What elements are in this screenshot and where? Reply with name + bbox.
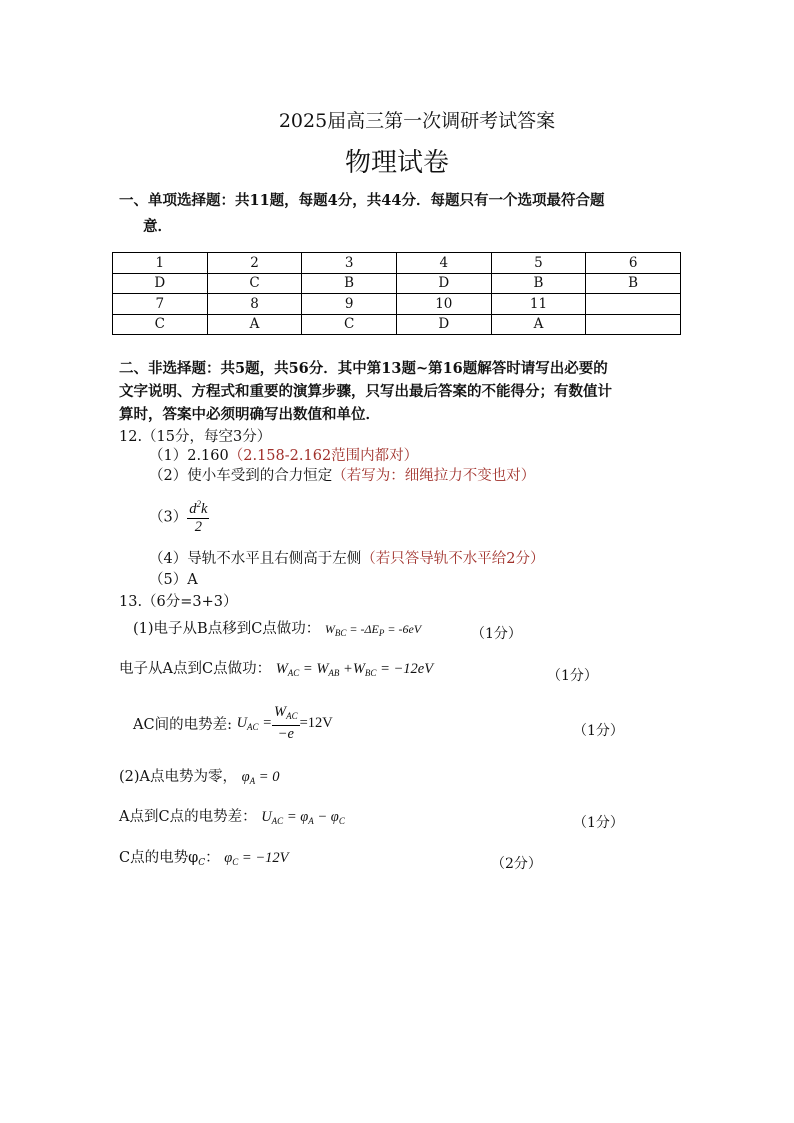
q13-line-2 <box>119 657 433 678</box>
section2-heading-line3: 算时，答案中必须明确写出数值和单位． <box>119 406 380 423</box>
q12-answer-5: （5）A <box>149 572 198 588</box>
q13-line-2-text: 电子从A点到C点做功： <box>119 661 272 677</box>
fraction-numerator: d <box>189 501 197 517</box>
fraction-numerator-tail: k <box>200 501 208 517</box>
fraction-denominator: 2 <box>194 519 202 535</box>
table-cell: 8 <box>207 294 302 315</box>
q12-answer-4-note: （若只答导轨不水平给2分） <box>361 551 545 567</box>
formula-symbol: U <box>236 715 248 731</box>
q12-answer-2-note: （若写为：细绳拉力不变也对） <box>332 468 536 484</box>
q12-header: 12.（15分，每空3分） <box>119 429 272 445</box>
table-cell: D <box>113 273 208 294</box>
q12-answer-3-text: （3） <box>149 509 188 526</box>
q13-line-4-formula: $\varphi_A = 0$ <box>241 769 280 786</box>
table-cell: A <box>207 314 302 335</box>
q13-line-5 <box>119 805 345 826</box>
q12-answer-4-text: （4）导轨不水平且右侧高于左侧 <box>149 551 362 567</box>
q13-line-3 <box>133 704 333 743</box>
q13-line-4-text: (2)A点电势为零， <box>119 769 238 785</box>
table-cell: D <box>396 314 491 335</box>
table-cell: 4 <box>396 253 491 274</box>
q13-line-3-lhs: $U_{AC}$ = <box>236 715 272 732</box>
subject-title: 物理试卷 <box>344 148 449 178</box>
q13-line-6-formula: $\varphi_C = -12V$ <box>224 850 289 867</box>
q13-line-2-formula: $W_{AC} = W_{AB} +W_{BC} = -12eV$ <box>275 661 434 678</box>
q12-answer-4 <box>149 547 544 568</box>
fraction-denominator: −e <box>277 726 294 742</box>
table-row <box>113 294 681 315</box>
answer-table <box>112 252 681 335</box>
table-cell <box>586 314 681 335</box>
q12-answer-1-note: （2.158-2.162范围内都对） <box>228 448 419 464</box>
q13-line-3-rhs: =12V <box>299 715 333 731</box>
table-cell: 6 <box>586 253 681 274</box>
formula-subscript: BC <box>334 628 347 638</box>
table-row <box>113 273 681 294</box>
q13-line-1-text: (1)电子从B点移到C点做功： <box>133 621 321 637</box>
table-cell: C <box>302 314 397 335</box>
q12-answer-2-text: （2）使小车受到的合力恒定 <box>149 468 333 484</box>
q13-line-6-text: C点的电势φ <box>119 850 199 866</box>
q12-answer-2 <box>149 464 535 485</box>
q13-line-3-score: （1分） <box>573 723 624 739</box>
q13-line-4 <box>119 765 279 786</box>
q13-line-6 <box>119 846 288 868</box>
section1-heading-cont: 意． <box>143 218 172 235</box>
q13-line-6-score: （2分） <box>491 856 542 872</box>
formula-symbol: W <box>324 622 335 636</box>
q13-line-5-score: （1分） <box>573 815 624 831</box>
formula-subscript: P <box>378 628 385 638</box>
page-title: 2025届高三第一次调研考试答案 <box>278 110 556 132</box>
section1-heading: 一、单项选择题：共11题，每题4分，共44分．每题只有一个选项最符合题 <box>119 192 605 209</box>
q13-line-6-subscript: C <box>198 858 206 868</box>
table-cell: C <box>207 273 302 294</box>
fraction-numerator: W <box>273 704 287 720</box>
formula-subscript: AC <box>247 722 259 732</box>
table-cell: C <box>113 314 208 335</box>
table-row <box>113 253 681 274</box>
table-cell: 2 <box>207 253 302 274</box>
q13-line-5-formula: $U_{AC} = \varphi_A - \varphi_C$ <box>261 809 345 826</box>
table-cell: 1 <box>113 253 208 274</box>
table-cell: B <box>302 273 397 294</box>
formula-subscript: AC <box>286 711 298 721</box>
section2-heading-line2: 文字说明、方程式和重要的演算步骤，只写出最后答案的不能得分；有数值计 <box>119 383 612 400</box>
q12-answer-3-fraction <box>187 496 209 536</box>
formula-part: = -ΔE <box>346 622 379 636</box>
table-cell: 3 <box>302 253 397 274</box>
table-cell: B <box>491 273 586 294</box>
q13-line-3-fraction <box>272 704 300 743</box>
q13-line-5-text: A点到C点的电势差： <box>119 809 257 825</box>
q12-answer-1-text: （1）2.160 <box>149 448 229 464</box>
table-row <box>113 314 681 335</box>
table-cell <box>586 294 681 315</box>
formula-part: = -6eV <box>384 622 422 636</box>
q13-header: 13.（6分=3+3） <box>119 594 238 610</box>
superscript: 2 <box>196 499 201 509</box>
table-cell: 5 <box>491 253 586 274</box>
table-cell: A <box>491 314 586 335</box>
q12-answer-3 <box>149 496 209 536</box>
q13-line-2-score: （1分） <box>547 668 598 684</box>
q13-line-6-colon: ： <box>205 850 220 866</box>
table-cell: B <box>586 273 681 294</box>
q12-answer-1 <box>149 444 418 465</box>
table-cell: 9 <box>302 294 397 315</box>
q13-line-1-score: （1分） <box>471 626 522 642</box>
q13-line-1 <box>133 617 421 638</box>
section2-heading: 二、非选择题：共5题，共56分．其中第13题~第16题解答时请写出必要的 <box>119 360 608 377</box>
table-cell: 7 <box>113 294 208 315</box>
table-cell: D <box>396 273 491 294</box>
table-cell: 11 <box>491 294 586 315</box>
q13-line-1-formula <box>325 622 421 636</box>
table-cell: 10 <box>396 294 491 315</box>
q13-line-3-text: AC间的电势差: <box>133 717 232 733</box>
